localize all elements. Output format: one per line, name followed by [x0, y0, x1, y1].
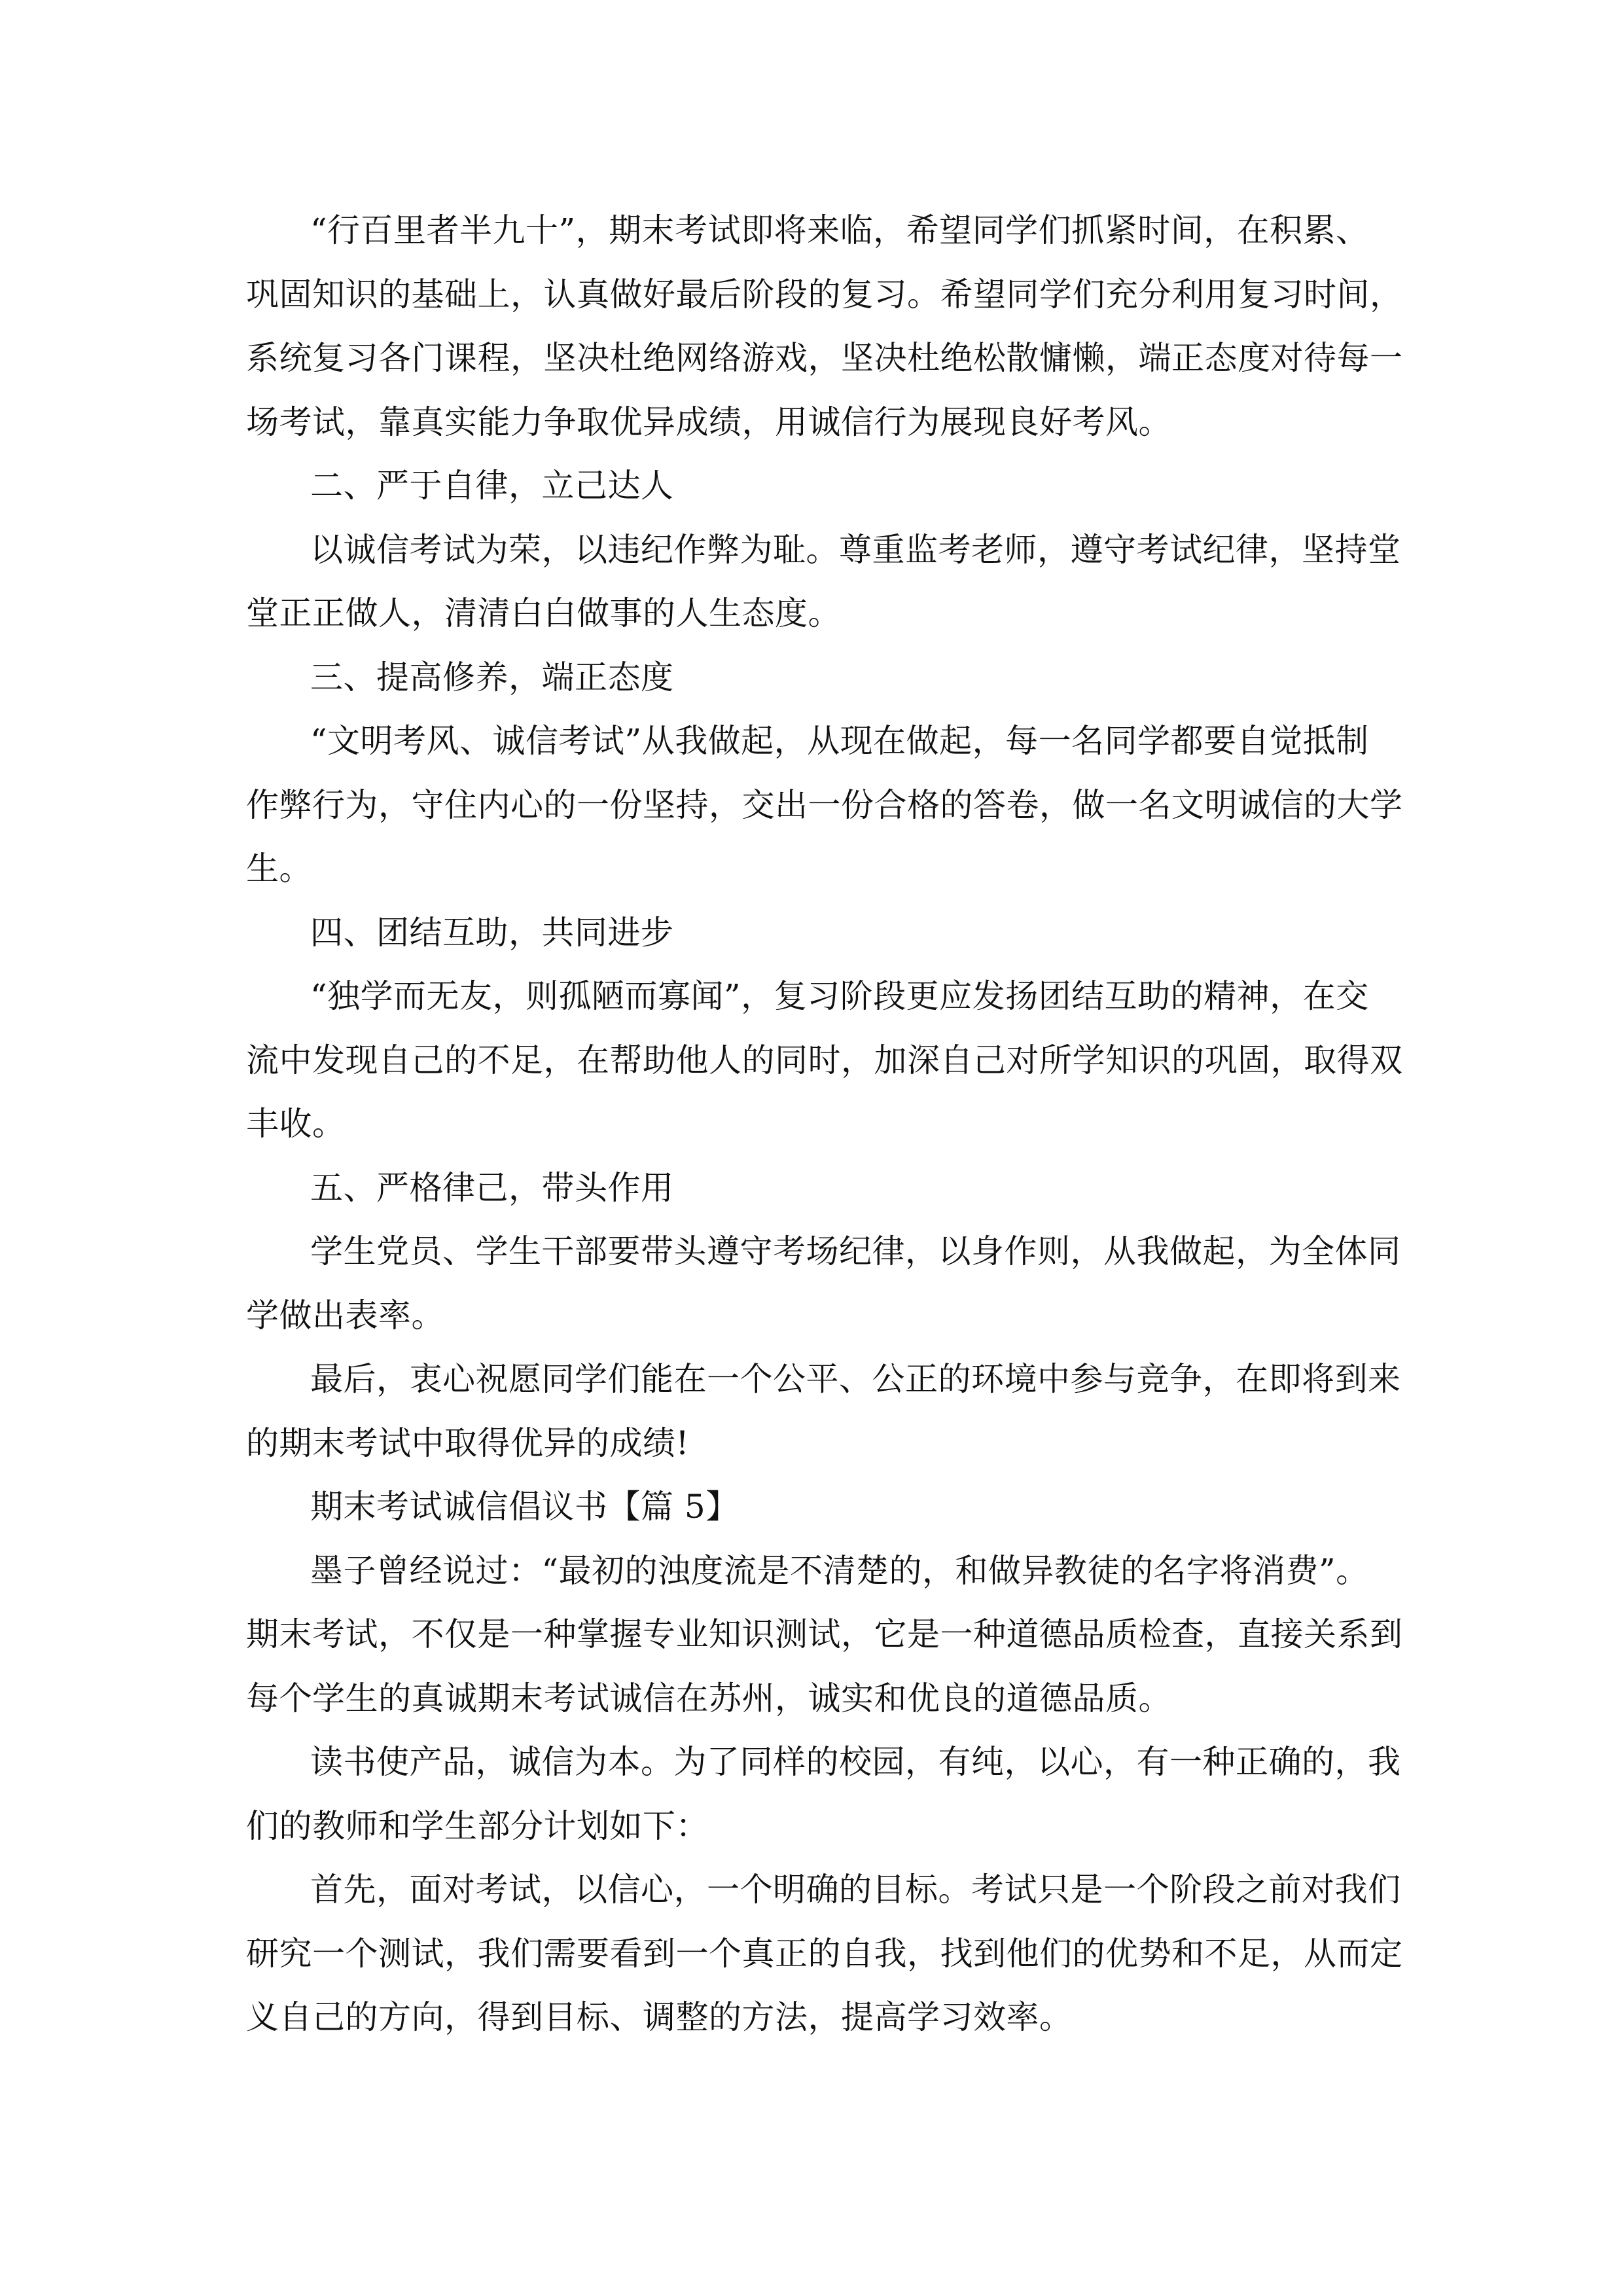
text-line: 墨子曾经说过：“最初的浊度流是不清楚的，和做异教徒的名字将消费”。	[310, 1551, 1369, 1590]
text-line: 流中发现自己的不足，在帮助他人的同时，加深自己对所学知识的巩固，取得双	[246, 1041, 1403, 1079]
text-line: 每个学生的真诚期末考试诚信在苏州，诚实和优良的道德品质。	[246, 1679, 1171, 1717]
paragraph	[246, 965, 1403, 1157]
text-line: 期末考试，不仅是一种掌握专业知识测试，它是一种道德品质检查，直接关系到	[246, 1615, 1403, 1653]
section-heading	[246, 901, 1398, 965]
text-line: 生。	[246, 850, 312, 888]
text-line: 系统复习各门课程，坚决杜绝网络游戏，坚决杜绝松散慵懒，端正态度对待每一	[246, 339, 1403, 377]
section-heading	[246, 454, 1398, 518]
text-line: 学生党员、学生干部要带头遵守考场纪律，以身作则，从我做起，为全体同	[310, 1232, 1401, 1270]
section-heading	[246, 646, 1398, 710]
text-line: “独学而无友，则孤陋而寡闻”，复习阶段更应发扬团结互助的精神，在交	[310, 977, 1369, 1015]
text-line: 作弊行为，守住内心的一份坚持，交出一份合格的答卷，做一名文明诚信的大学	[246, 785, 1403, 824]
text-line: 研究一个测试，我们需要看到一个真正的自我，找到他们的优势和不足，从而定	[246, 1934, 1403, 1973]
text-line: 二、严于自律，立己达人	[310, 467, 674, 505]
paragraph	[246, 1858, 1403, 2050]
text-line: 以诚信考试为荣，以违纪作弊为耻。尊重监考老师，遵守考试纪律，坚持堂	[310, 530, 1401, 569]
text-line: 丰收。	[246, 1105, 346, 1143]
section-heading	[246, 1157, 1398, 1221]
text-line: 的期末考试中取得优异的成绩!	[246, 1424, 690, 1462]
text-line: 三、提高修养，端正态度	[310, 658, 674, 696]
text-line: “行百里者半九十”，期末考试即将来临，希望同学们抓紧时间，在积累、	[310, 211, 1369, 249]
text-line: 五、严格律己，带头作用	[310, 1168, 674, 1207]
paragraph	[246, 1220, 1401, 1348]
paragraph	[246, 1348, 1401, 1475]
paragraph	[246, 709, 1403, 901]
text-line: 巩固知识的基础上，认真做好最后阶段的复习。希望同学们充分利用复习时间，	[246, 275, 1403, 314]
text-line: 学做出表率。	[246, 1296, 444, 1335]
document-body	[246, 199, 1403, 2050]
text-line: 四、团结互助，共同进步	[310, 913, 674, 952]
text-line: 最后，衷心祝愿同学们能在一个公平、公正的环境中参与竞争，在即将到来	[310, 1360, 1401, 1398]
paragraph	[246, 1539, 1403, 1731]
text-line: 堂正正做人，清清白白做事的人生态度。	[246, 594, 841, 632]
text-line: 期末考试诚信倡议书【篇 5】	[310, 1488, 739, 1526]
section-heading	[246, 1475, 1398, 1539]
text-line: “文明考风、诚信考试”从我做起，从现在做起，每一名同学都要自觉抵制	[310, 722, 1369, 760]
paragraph	[246, 1731, 1401, 1858]
text-line: 场考试，靠真实能力争取优异成绩，用诚信行为展现良好考风。	[246, 403, 1171, 441]
paragraph	[246, 518, 1401, 646]
text-line: 义自己的方向，得到目标、调整的方法，提高学习效率。	[246, 1998, 1073, 2036]
text-line: 们的教师和学生部分计划如下：	[246, 1806, 709, 1845]
text-line: 首先，面对考试，以信心，一个明确的目标。考试只是一个阶段之前对我们	[310, 1871, 1401, 1909]
paragraph	[246, 199, 1403, 454]
text-line: 读书使产品，诚信为本。为了同样的校园，有纯，以心，有一种正确的，我	[310, 1743, 1401, 1781]
